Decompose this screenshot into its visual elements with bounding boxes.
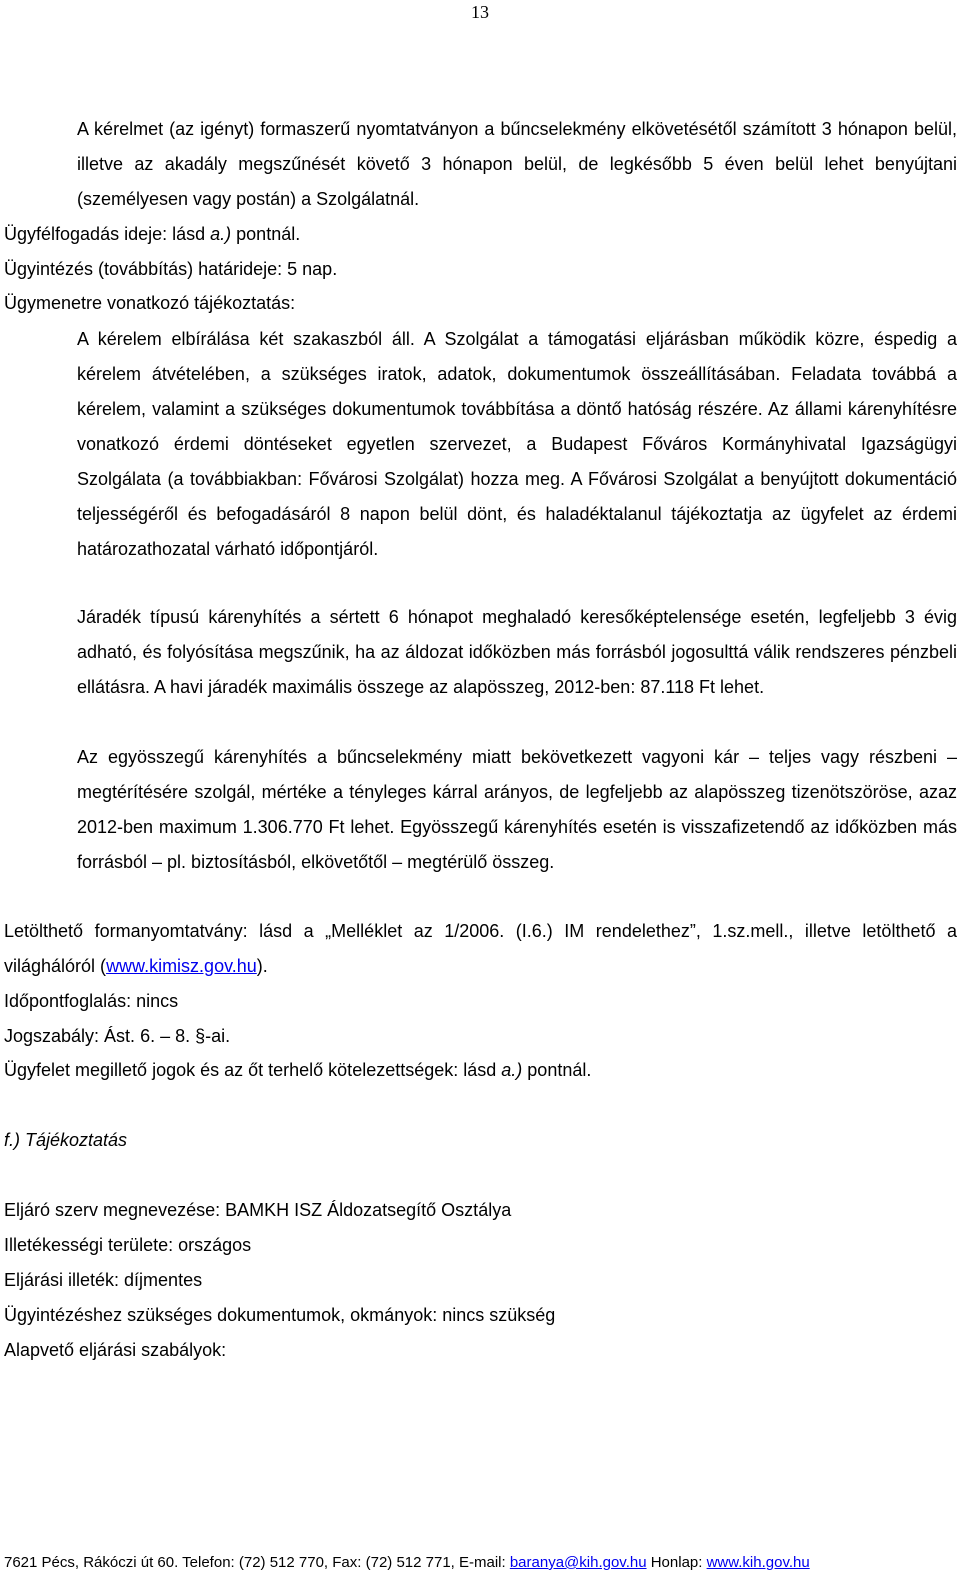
fee-line: Eljárási illeték: díjmentes — [4, 1270, 203, 1290]
procedure-heading: Ügymenetre vonatkozó tájékoztatás: — [4, 293, 296, 313]
deadline-line: Ügyintézés (továbbítás) határideje: 5 nap. — [4, 259, 338, 279]
procedure-paragraph-1: A kérelem elbírálása két szakaszból áll. A Szolgálat a támogatási eljárásban működik közre, éspedig a kérelem átvételében, a szükséges iratok, adatok, dokumentumok összeállításában. Feladata továbbá a kérelem, valamint a szükséges dokumentumok továbbítása a döntő hatóság részére. Az állami kárenyhítésre vonatkozó érdemi döntéseket egyetlen szervezet, a Budapest Főváros Kormányhivatal Igazságügyi Szolgálata (a továbbiakban: Fővárosi Szolgálat) hozza meg. A Fővárosi Szolgálat a benyújtott dokumentáció teljességéről és befogadásáról 8 napon belül dönt, és haladéktalanul tájékoztatja az ügyfelet az érdemi határozathozatal várható időpontjáról. — [77, 329, 957, 559]
documents-line: Ügyintézéshez szükséges dokumentumok, okmányok: nincs szükség — [4, 1305, 556, 1325]
jurisdiction-line: Illetékességi területe: országos — [4, 1235, 252, 1255]
procedure-paragraph-2: Járadék típusú kárenyhítés a sértett 6 hónapot meghaladó keresőképtelensége esetén, legfeljebb 3 évig adható, és folyósítása megszűnik, ha az áldozat időközben más forrásból jogosulttá válik rendszeres pénzbeli ellátásra. A havi járadék maximális összege az alapösszeg, 2012-ben: 87.118 Ft lehet. — [77, 607, 957, 697]
client-hours-suffix: pontnál. — [231, 224, 301, 244]
footer-web-label: Honlap: — [646, 1554, 707, 1571]
intro-paragraph: A kérelmet (az igényt) formaszerű nyomtatványon a bűncselekmény elkövetésétől számított 3 hónapon belül, illetve az akadály megszűnését követő 3 hónapon belül, de legkésőbb 5 éven belül lehet benyújtani (személyesen vagy postán) a Szolgálatnál. — [77, 119, 957, 209]
footer — [4, 1554, 810, 1571]
authority-line: Eljáró szerv megnevezése: BAMKH ISZ Áldozatsegítő Osztálya — [4, 1200, 512, 1220]
appointment-line: Időpontfoglalás: nincs — [4, 991, 179, 1011]
rules-line: Alapvető eljárási szabályok: — [4, 1340, 227, 1360]
form-end: ). — [256, 956, 268, 976]
page-number: 13 — [471, 2, 489, 22]
rights-text: Ügyfelet megillető jogok és az őt terhelő kötelezettségek: lásd — [4, 1060, 502, 1080]
law-line: Jogszabály: Ást. 6. – 8. §-ai. — [4, 1026, 231, 1046]
footer-email-link[interactable]: baranya@kih.gov.hu — [509, 1554, 647, 1571]
client-hours-line — [4, 217, 957, 252]
rights-suffix: pontnál. — [522, 1060, 592, 1080]
client-hours-text: Ügyfélfogadás ideje: lásd — [4, 224, 211, 244]
rights-line — [4, 1053, 957, 1088]
footer-address: 7621 Pécs, Rákóczi út 60. Telefon: (72) 512 770, Fax: (72) 512 771, E-mail: — [4, 1554, 510, 1571]
form-text: Letölthető formanyomtatvány: lásd a „Melléklet az 1/2006. (I.6.) IM rendelethez”, 1.sz.mell., illetve letölthető a világhálóról ( — [4, 921, 957, 976]
rights-ref: a.) — [501, 1060, 523, 1080]
form-paragraph — [4, 914, 957, 984]
kimisz-link[interactable]: www.kimisz.gov.hu — [106, 956, 257, 976]
section-f-heading — [4, 1123, 957, 1158]
procedure-paragraph-3: Az egyösszegű kárenyhítés a bűncselekmény miatt bekövetkezett vagyoni kár – teljes vagy részbeni – megtérítésére szolgál, mértéke a tényleges kárral arányos, de legfeljebb az alapösszeg tizenötszöröse, azaz 2012-ben maximum 1.306.770 Ft lehet. Egyösszegű kárenyhítés esetén is visszafizetendő az időközben más forrásból – pl. biztosításból, elkövetőtől – megtérülő összeg. — [77, 747, 957, 872]
section-f-heading-text: f.) Tájékoztatás — [4, 1130, 128, 1150]
footer-web-link[interactable]: www.kih.gov.hu — [706, 1554, 810, 1571]
client-hours-ref: a.) — [210, 224, 232, 244]
